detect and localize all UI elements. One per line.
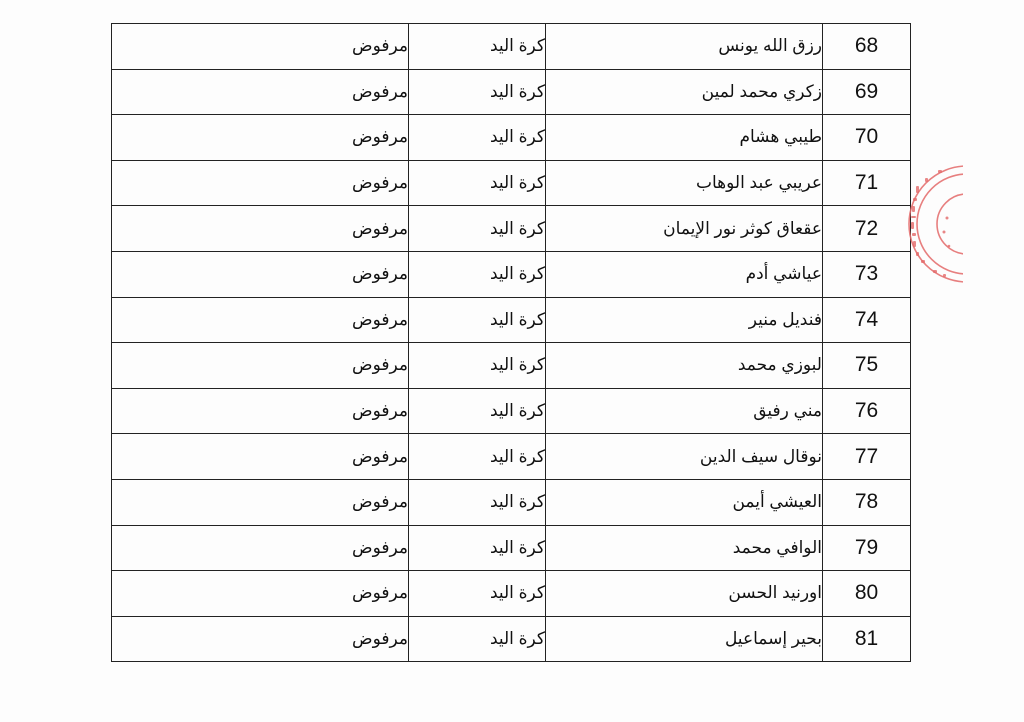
sport-cell: كرة اليد	[409, 525, 546, 571]
sport-cell: كرة اليد	[409, 616, 546, 662]
status-cell: مرفوض	[112, 24, 409, 70]
sport-cell: كرة اليد	[409, 297, 546, 343]
table-row	[112, 525, 911, 571]
status-cell: مرفوض	[112, 434, 409, 480]
status-cell: مرفوض	[112, 479, 409, 525]
sport-cell: كرة اليد	[409, 388, 546, 434]
sport-cell: كرة اليد	[409, 206, 546, 252]
name-cell: بحير إسماعيل	[546, 616, 823, 662]
sport-cell: كرة اليد	[409, 434, 546, 480]
sport-cell: كرة اليد	[409, 115, 546, 161]
table-row	[112, 206, 911, 252]
name-cell: الوافي محمد	[546, 525, 823, 571]
sport-cell: كرة اليد	[409, 69, 546, 115]
table-row	[112, 571, 911, 617]
table-row	[112, 616, 911, 662]
status-cell: مرفوض	[112, 69, 409, 115]
table-row	[112, 388, 911, 434]
row-number-cell: 69	[823, 69, 911, 115]
row-number-cell: 72	[823, 206, 911, 252]
table-row	[112, 69, 911, 115]
sport-cell: كرة اليد	[409, 160, 546, 206]
row-number-cell: 68	[823, 24, 911, 70]
table-row	[112, 343, 911, 389]
row-number-cell: 80	[823, 571, 911, 617]
sport-cell: كرة اليد	[409, 343, 546, 389]
name-cell: لبوزي محمد	[546, 343, 823, 389]
table-row	[112, 251, 911, 297]
table-row	[112, 479, 911, 525]
table-row	[112, 115, 911, 161]
official-stamp-icon	[903, 158, 963, 292]
status-cell: مرفوض	[112, 525, 409, 571]
name-cell: نوقال سيف الدين	[546, 434, 823, 480]
name-cell: مني رفيق	[546, 388, 823, 434]
name-cell: اورنيد الحسن	[546, 571, 823, 617]
row-number-cell: 76	[823, 388, 911, 434]
status-cell: مرفوض	[112, 297, 409, 343]
status-cell: مرفوض	[112, 388, 409, 434]
row-number-cell: 74	[823, 297, 911, 343]
row-number-cell: 77	[823, 434, 911, 480]
status-cell: مرفوض	[112, 571, 409, 617]
table-row	[112, 434, 911, 480]
status-cell: مرفوض	[112, 115, 409, 161]
sport-cell: كرة اليد	[409, 24, 546, 70]
name-cell: فنديل منير	[546, 297, 823, 343]
name-cell: عقعاق كوثر نور الإيمان	[546, 206, 823, 252]
row-number-cell: 73	[823, 251, 911, 297]
table-row	[112, 160, 911, 206]
results-table-body	[112, 24, 911, 662]
status-cell: مرفوض	[112, 160, 409, 206]
sport-cell: كرة اليد	[409, 479, 546, 525]
row-number-cell: 81	[823, 616, 911, 662]
name-cell: رزق الله يونس	[546, 24, 823, 70]
row-number-cell: 70	[823, 115, 911, 161]
results-table	[111, 23, 911, 662]
row-number-cell: 79	[823, 525, 911, 571]
name-cell: طيبي هشام	[546, 115, 823, 161]
name-cell: زكري محمد لمين	[546, 69, 823, 115]
status-cell: مرفوض	[112, 251, 409, 297]
status-cell: مرفوض	[112, 616, 409, 662]
sport-cell: كرة اليد	[409, 251, 546, 297]
name-cell: العيشي أيمن	[546, 479, 823, 525]
status-cell: مرفوض	[112, 343, 409, 389]
name-cell: عياشي أدم	[546, 251, 823, 297]
row-number-cell: 71	[823, 160, 911, 206]
row-number-cell: 78	[823, 479, 911, 525]
table-row	[112, 24, 911, 70]
sport-cell: كرة اليد	[409, 571, 546, 617]
row-number-cell: 75	[823, 343, 911, 389]
name-cell: عريبي عبد الوهاب	[546, 160, 823, 206]
table-row	[112, 297, 911, 343]
status-cell: مرفوض	[112, 206, 409, 252]
